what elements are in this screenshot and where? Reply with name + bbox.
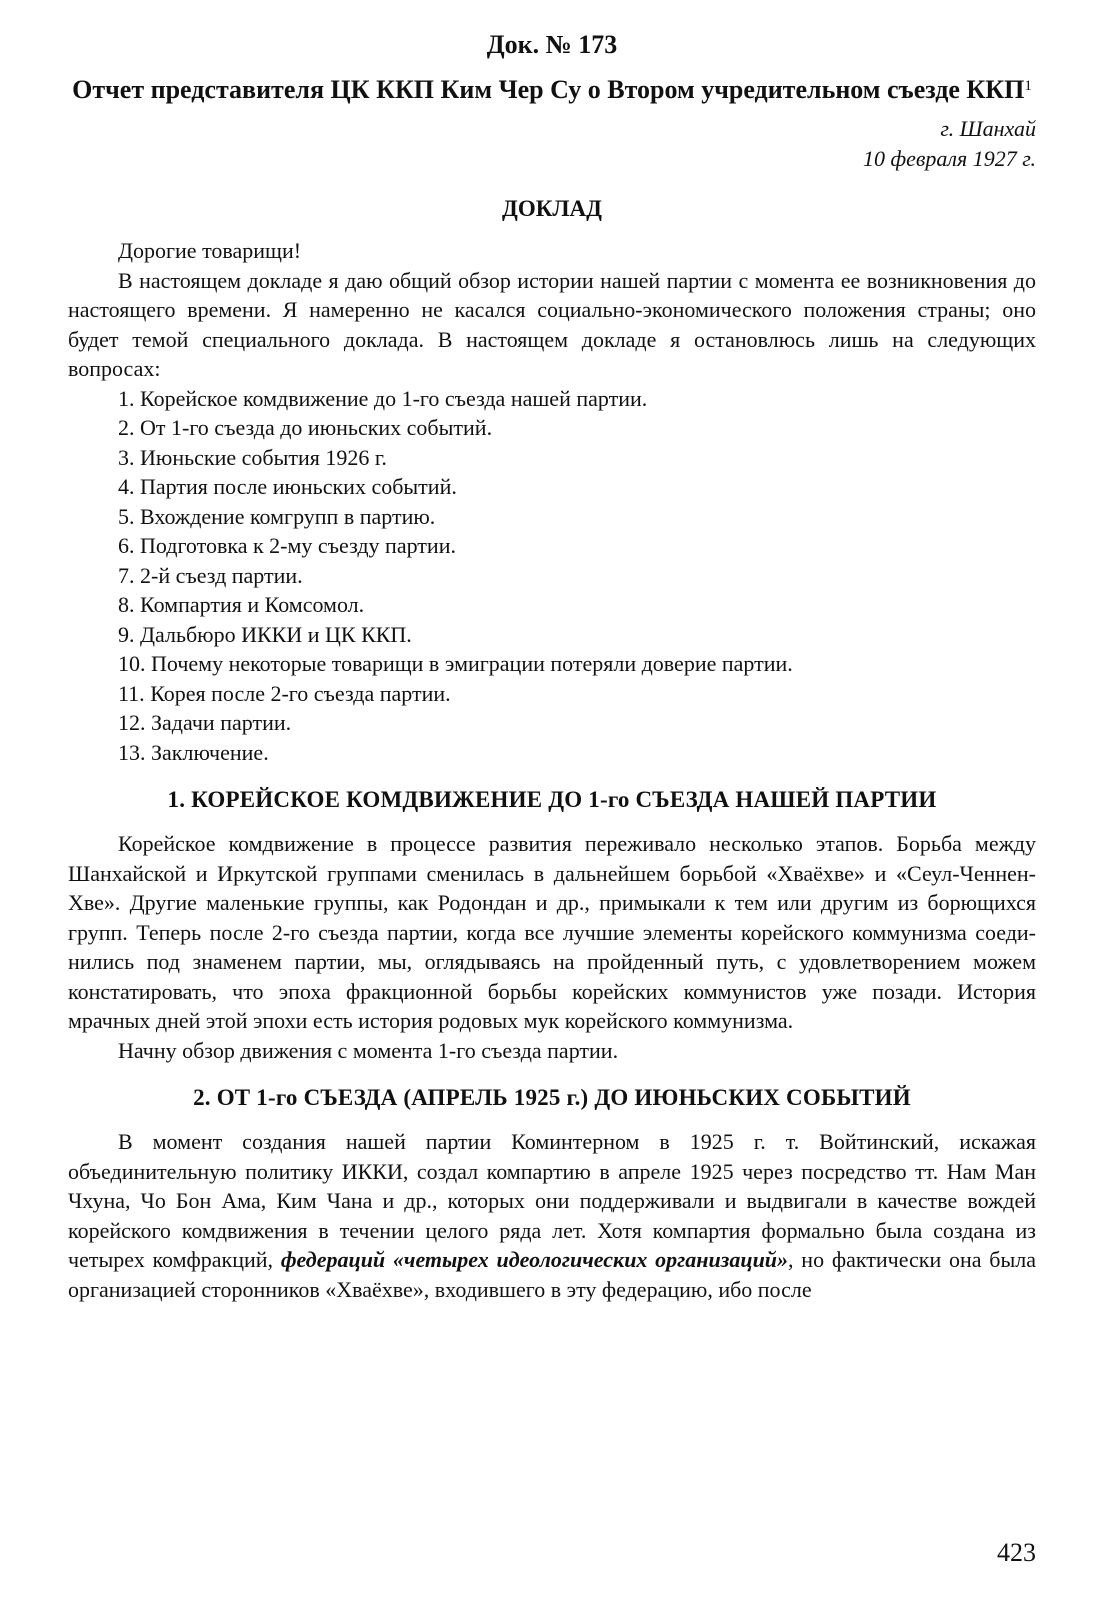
- greeting: Дорогие товарищи!: [118, 238, 302, 263]
- topic-number: 5.: [118, 503, 135, 529]
- topic-text: Задачи партии.: [151, 710, 292, 735]
- topic-number: 1.: [118, 385, 135, 411]
- topic-text: 2-й съезд партии.: [140, 562, 303, 588]
- topic-text: Заключение.: [151, 739, 269, 765]
- topic-text: Партия после июньских событий.: [140, 474, 457, 499]
- section-1-paragraph-2: Начну обзор движения с момента 1-го съезда партии.: [118, 1037, 619, 1063]
- topic-number: 13.: [118, 739, 146, 765]
- topic-text: Компартия и Комсомол.: [140, 592, 365, 617]
- topic-number: 2.: [118, 415, 135, 440]
- topics-list: [68, 384, 1036, 768]
- topic-item: [68, 531, 1036, 561]
- section-1-paragraph-1: Корейское комдвижение в процессе развития переживало несколько этапов. Борьба между Шанхайской и Иркутской группами сменилась в дальнейшем борьбой «Хваёхве» и «Сеул-Ченнен-Хве». Другие маленькие группы, как Родондан и др., примыкали к тем или другим из борющихся групп. Теперь после 2-го съезда партии, когда все лучшие элементы корейского коммунизма соединились под знаменем партии, мы, оглядываясь на пройденный путь, с удовлетворением можем констатировать, что эпоха фракционной борьбы корейских коммунистов уже позади. История мрачных дней этой эпохи есть история родовых мук корейского коммунизма.: [68, 831, 1036, 1033]
- topic-text: Корея после 2-го съезда партии.: [150, 680, 451, 706]
- document-title-text: Отчет представителя ЦК ККП Ким Чер Су о Втором учредительном съезде ККП: [72, 75, 1025, 104]
- topic-item: [68, 561, 1036, 591]
- page-number: 423: [997, 1538, 1036, 1567]
- topic-number: 10.: [118, 651, 146, 676]
- topic-text: Подготовка к 2-му съезду партии.: [140, 533, 456, 558]
- topic-item: [68, 502, 1036, 532]
- section-2-text-end: , но фактически она была организацией сторонников «Хваёхве», входившего в эту федерацию, ибо после: [68, 1247, 1036, 1302]
- topic-item: [68, 590, 1036, 620]
- topic-item: [68, 708, 1036, 738]
- document-date: 10 февраля 1927 г.: [862, 146, 1036, 171]
- topic-number: 3.: [118, 444, 135, 470]
- section-1-heading: 1. КОРЕЙСКОЕ КОМДВИЖЕНИЕ ДО 1-го СЪЕЗДА НАШЕЙ ПАРТИИ: [167, 787, 937, 812]
- place-date-block: [68, 114, 1036, 174]
- topic-item: [68, 649, 1036, 679]
- document-number: Док. № 173: [486, 30, 618, 59]
- topic-item: [68, 738, 1036, 768]
- document-place: г. Шанхай: [940, 116, 1036, 141]
- topic-item: [68, 413, 1036, 443]
- title-footnote-marker: 1: [1024, 78, 1032, 94]
- report-heading: ДОКЛАД: [502, 196, 602, 221]
- topic-number: 8.: [118, 592, 135, 617]
- topic-number: 11.: [118, 680, 145, 706]
- emphasized-phrase: федераций «четырех идеологических организаций»: [280, 1247, 789, 1272]
- topic-text: Июньские события 1926 г.: [140, 444, 387, 470]
- topic-item: [68, 443, 1036, 473]
- topic-number: 6.: [118, 533, 135, 558]
- topic-number: 9.: [118, 621, 135, 647]
- document-title: [68, 74, 1036, 106]
- topic-item: [68, 472, 1036, 502]
- document-page: [68, 28, 1036, 1568]
- topic-text: Почему некоторые товарищи в эмиграции потеряли доверие партии.: [151, 651, 793, 676]
- topic-number: 4.: [118, 474, 135, 499]
- intro-paragraph: В настоящем докладе я даю общий обзор истории нашей партии с момента ее возникновения до настоящего времени. Я намеренно не касался социально-экономического положения страны; оно будет темой специального доклада. В настоящем докладе я остановлюсь лишь на следующих вопросах:: [68, 267, 1036, 381]
- section-2-paragraph-1: [68, 1127, 1036, 1304]
- topic-text: Вхождение комгрупп в партию.: [140, 503, 436, 529]
- topic-number: 7.: [118, 562, 135, 588]
- topic-text: Дальбюро ИККИ и ЦК ККП.: [140, 621, 412, 647]
- section-2-text-start: В момент создания нашей партии Коминтерном в 1925 г. т. Войтинский, искажая объединительную политику ИККИ, создал компартию в апреле 1925 через посредство тт. Нам Ман Чхуна, Чо Бон Ама, Ким Чана и др., которых они поддерживали и выдвигали в качестве вождей корейского комдвижения в течении целого ряда лет. Хотя компартия формально была создана из четырех комфракций,: [68, 1129, 1036, 1272]
- topic-item: [68, 620, 1036, 650]
- topic-text: Корейское комдвижение до 1-го съезда нашей партии.: [140, 385, 648, 411]
- section-2-heading: 2. ОТ 1-го СЪЕЗДА (АПРЕЛЬ 1925 г.) ДО ИЮНЬСКИХ СОБЫТИЙ: [193, 1085, 911, 1110]
- topic-item: [68, 384, 1036, 414]
- topic-number: 12.: [118, 710, 146, 735]
- topic-text: От 1-го съезда до июньских событий.: [140, 415, 493, 440]
- topic-item: [68, 679, 1036, 709]
